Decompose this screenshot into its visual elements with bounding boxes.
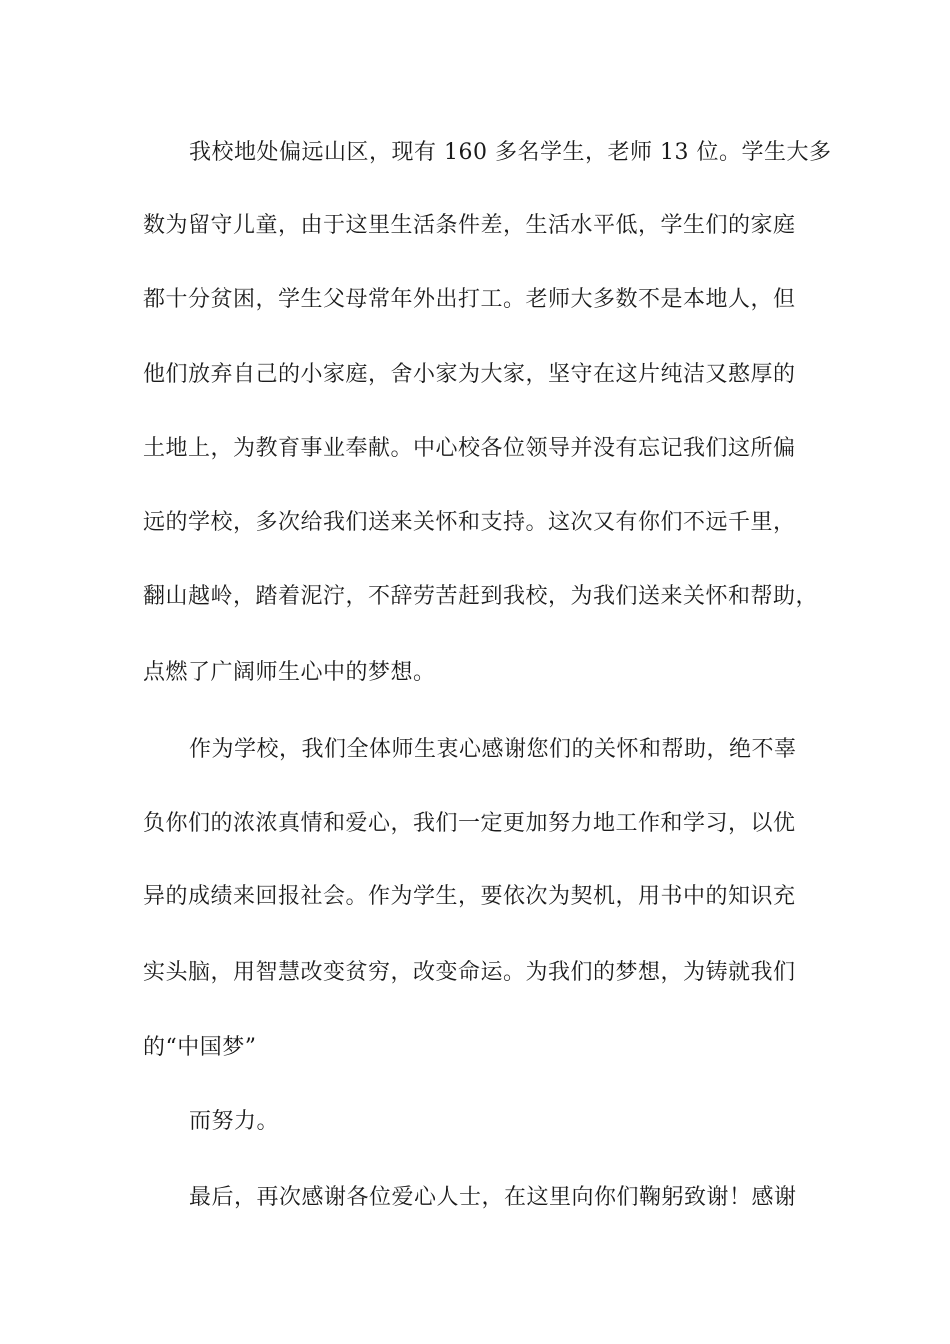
paragraph-2-line-3: 异的成绩来回报社会。作为学生，要依次为契机，用书中的知识充: [143, 884, 796, 909]
paragraph-2-line-4: 实头脑，用智慧改变贫穷，改变命运。为我们的梦想，为铸就我们: [143, 960, 796, 985]
paragraph-2-line-1: 作为学校，我们全体师生衷心感谢您们的关怀和帮助，绝不辜: [189, 737, 797, 762]
paragraph-1-line-3: 都十分贫困，学生父母常年外出打工。老师大多数不是本地人，但: [143, 287, 796, 312]
paragraph-1-line-2: 数为留守儿童，由于这里生活条件差，生活水平低，学生们的家庭: [143, 213, 796, 238]
paragraph-1-line-8: 点燃了广阔师生心中的梦想。: [143, 660, 436, 685]
paragraph-1-line-4: 他们放弃自己的小家庭，舍小家为大家，坚守在这片纯洁又憨厚的: [143, 362, 796, 387]
paragraph-1-line-5: 土地上，为教育事业奉献。中心校各位领导并没有忘记我们这所偏: [143, 436, 796, 461]
paragraph-3-line-1: 而努力。: [189, 1109, 280, 1134]
paragraph-1-line-7: 翻山越岭，踏着泥泞，不辞劳苦赶到我校，为我们送来关怀和帮助，: [143, 584, 819, 609]
paragraph-2-line-2: 负你们的浓浓真情和爱心，我们一定更加努力地工作和学习，以优: [143, 811, 796, 836]
paragraph-2-line-5: 的“中国梦”: [143, 1035, 257, 1060]
paragraph-1-line-6: 远的学校，多次给我们送来关怀和支持。这次又有你们不远千里，: [143, 510, 796, 535]
paragraph-1-line-1: 我校地处偏远山区，现有 160 多名学生，老师 13 位。学生大多: [189, 140, 832, 165]
paragraph-4-line-1: 最后，再次感谢各位爱心人士，在这里向你们鞠躬致谢！感谢: [189, 1185, 797, 1210]
